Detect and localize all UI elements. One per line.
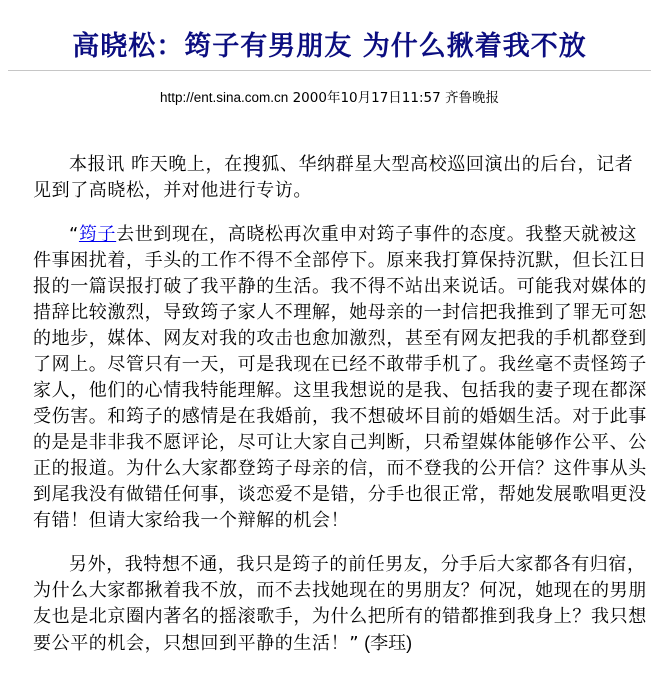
source-url: http://ent.sina.com.cn (159, 90, 289, 105)
article-meta (0, 86, 659, 106)
article-body (33, 152, 651, 675)
paragraph-quote (33, 222, 651, 534)
paragraph-intro: 本报讯 昨天晚上，在搜狐、华纳群星大型高校巡回演出的后台，记者见到了高晓松，并对他进行专访。 (33, 154, 634, 201)
publication-source: 齐鲁晚报 (445, 90, 500, 106)
closing-text: 另外，我特想不通，我只是筠子的前任男友，分手后大家都各有归宿，为什么大家都揪着我不放，而不去找她现在的男朋友？何况，她现在的男朋友也是北京圈内著名的摇滚歌手，为什么把所有的错都推到我身上？我只想要公平的机会，只想回到平静的生活！” (33, 554, 647, 654)
publish-date: 2000年10月17日11:57 (292, 90, 441, 106)
quote-text: 去世到现在，高晓松再次重申对筠子事件的态度。我整天就被这件事困扰着，手头的工作不得不全部停下。原来我打算保持沉默，但长江日报的一篇误报打破了我平静的生活。我不得不站出来说话。可能我对媒体的措辞比较激烈，导致筠子家人不理解，她母亲的一封信把我推到了罪无可恕的地步，媒体、网友对我的攻击也愈加激烈，甚至有网友把我的手机都登到了网上。尽管只有一天，可是我现在已经不敢带手机了。我丝毫不责怪筠子家人，他们的心情我特能理解。这里我想说的是我、包括我的妻子现在都深受伤害。和筠子的感情是在我婚前，我不想破坏目前的婚姻生活。对于此事的是是非非我不愿评论，尽可让大家自己判断，只希望媒体能够作公平、公正的报道。为什么大家都登筠子母亲的信，而不登我的公开信？这件事从头到尾我没有做错任何事，谈恋爱不是错，分手也很正常，帮她发展歌唱更没有错！但请大家给我一个辩解的机会！ (33, 224, 647, 531)
page-title: 高晓松：筠子有男朋友 为什么揪着我不放 (72, 31, 587, 62)
yunzi-link[interactable]: 筠子 (78, 224, 117, 245)
open-quote: “ (69, 224, 79, 245)
paragraph-closing (33, 552, 651, 657)
author-credit: (李珏) (359, 633, 413, 653)
title-divider (8, 70, 651, 71)
